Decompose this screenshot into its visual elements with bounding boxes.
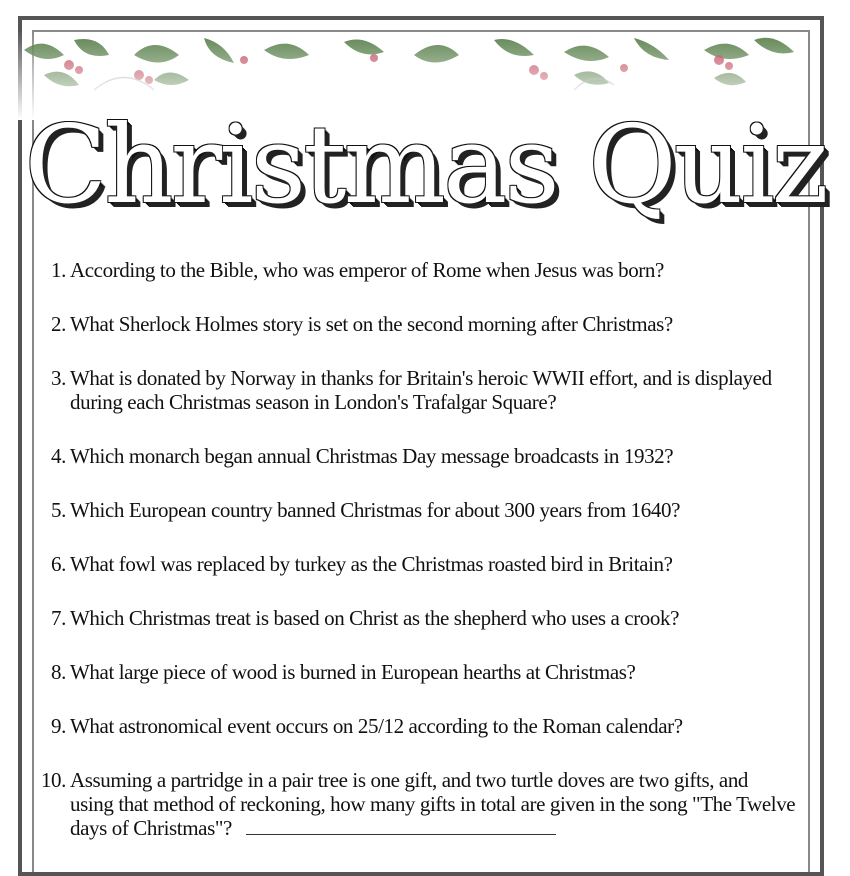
question-item <box>36 444 796 468</box>
question-item <box>36 552 796 576</box>
question-text: What is donated by Norway in thanks for Britain's heroic WWII effort, and is displayed during each Christmas season in London's Trafalgar Square? <box>70 366 772 414</box>
question-number: 7. <box>51 606 66 630</box>
question-item <box>36 366 796 414</box>
question-item <box>36 660 796 684</box>
question-number: 6. <box>51 552 66 576</box>
question-item <box>36 606 796 630</box>
question-text: What fowl was replaced by turkey as the Christmas roasted bird in Britain? <box>70 552 673 576</box>
question-number: 2. <box>51 312 66 336</box>
question-item <box>36 312 796 336</box>
question-text: According to the Bible, who was emperor of Rome when Jesus was born? <box>70 258 664 282</box>
question-item <box>36 768 796 840</box>
page-title: Christmas Quiz <box>24 103 826 228</box>
question-text: What Sherlock Holmes story is set on the second morning after Christmas? <box>70 312 673 336</box>
question-number: 3. <box>51 366 66 390</box>
question-number: 1. <box>51 258 66 282</box>
question-number: 4. <box>51 444 66 468</box>
question-number: 9. <box>51 714 66 738</box>
question-number: 8. <box>51 660 66 684</box>
question-number: 5. <box>51 498 66 522</box>
question-text: Which European country banned Christmas for about 300 years from 1640? <box>70 498 680 522</box>
answer-line <box>246 820 556 835</box>
question-item <box>36 258 796 282</box>
question-number: 10. <box>40 768 66 792</box>
question-text: What large piece of wood is burned in European hearths at Christmas? <box>70 660 636 684</box>
question-text-content: Assuming a partridge in a pair tree is one gift, and two turtle doves are two gifts, and using that method of reckoning, how many gifts in total are given in the song "The Twelve days of Christmas"? <box>70 768 796 840</box>
question-item <box>36 714 796 738</box>
question-item <box>36 498 796 522</box>
question-text: Which monarch began annual Christmas Day message broadcasts in 1932? <box>70 444 674 468</box>
question-list <box>36 258 796 840</box>
question-text: Which Christmas treat is based on Christ as the shepherd who uses a crook? <box>70 606 680 630</box>
question-text: What astronomical event occurs on 25/12 according to the Roman calendar? <box>70 714 683 738</box>
question-text <box>70 768 796 840</box>
